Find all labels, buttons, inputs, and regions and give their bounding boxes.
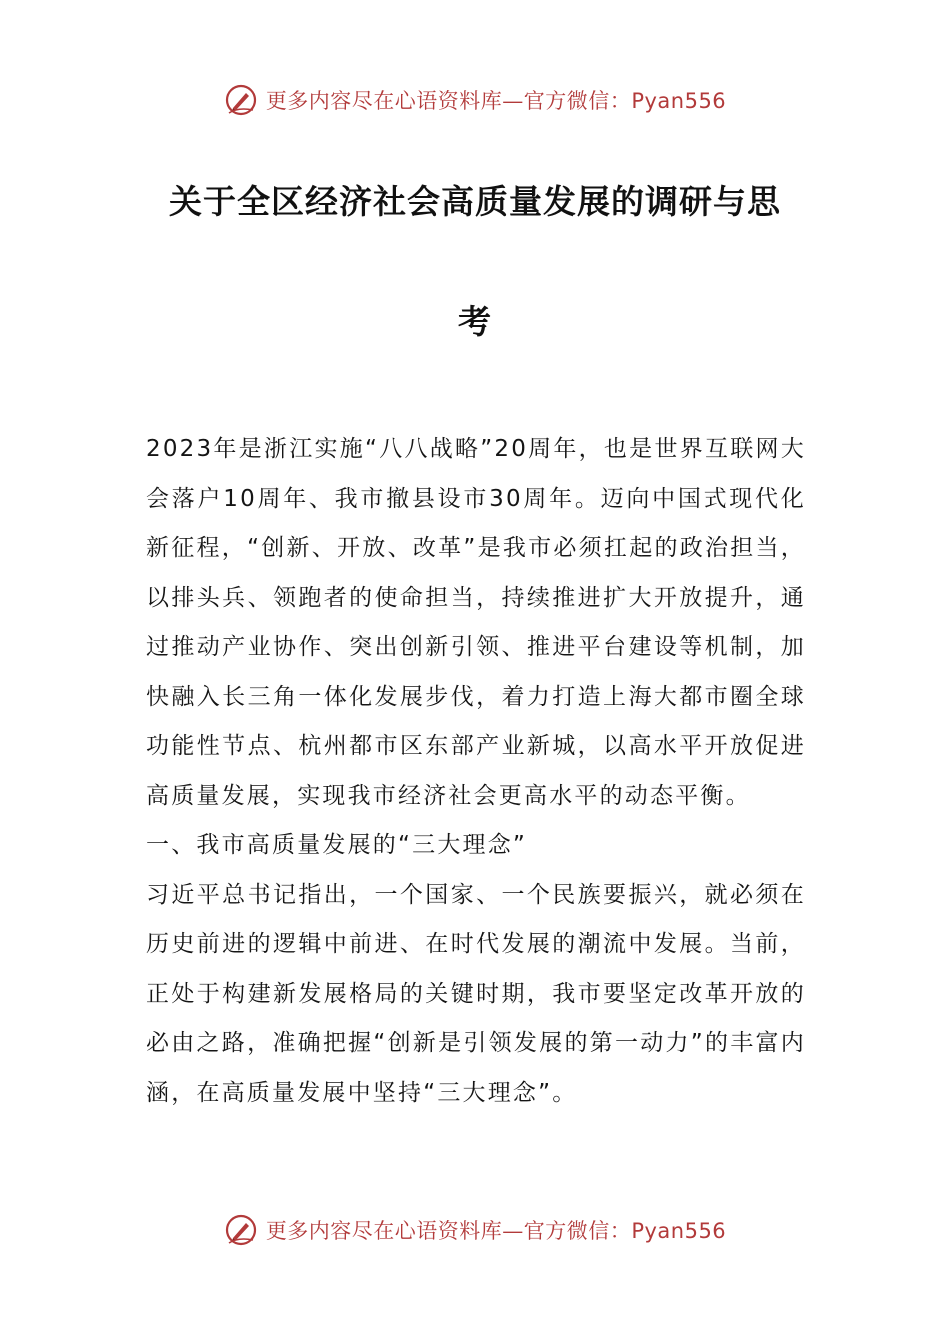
watermark-handle: Pyan556 <box>631 89 727 113</box>
pen-logo-icon <box>224 83 258 117</box>
watermark-text: 更多内容尽在心语资料库—官方微信：Pyan556 <box>265 89 727 113</box>
paragraph-intro: 2023年是浙江实施“八八战略”20周年，也是世界互联网大会落户10周年、我市撤县设市30周年。迈向中国式现代化新征程，“创新、开放、改革”是我市必须扛起的政治担当，以排头兵、领跑者的使命担当，持续推进扩大开放提升，通过推动产业协作、突出创新引领、推进平台建设等机制，加快融入长三角一体化发展步伐，着力打造上海大都市圈全球功能性节点、杭州都市区东部产业新城，以高水平开放促进高质量发展，实现我市经济社会更高水平的动态平衡。 <box>146 436 806 809</box>
watermark-text: 更多内容尽在心语资料库—官方微信：Pyan556 <box>265 1219 727 1243</box>
watermark-handle: Pyan556 <box>631 1219 727 1243</box>
paragraph-section-1: 习近平总书记指出，一个国家、一个民族要振兴，就必须在历史前进的逻辑中前进、在时代发展的潮流中发展。当前，正处于构建新发展格局的关键时期，我市要坚定改革开放的必由之路，准确把握“创新是引领发展的第一动力”的丰富内涵，在高质量发展中坚持“三大理念”。 <box>146 881 806 1106</box>
section-heading: 一、我市高质量发展的“三大理念” <box>146 832 528 858</box>
page-title-line-2: 考 <box>458 302 492 341</box>
page-title-line-1: 关于全区经济社会高质量发展的调研与思 <box>169 182 781 221</box>
footer-watermark <box>0 1208 950 1252</box>
header-watermark <box>0 78 950 122</box>
pen-logo-icon <box>224 1213 258 1247</box>
document-body <box>146 425 806 1118</box>
